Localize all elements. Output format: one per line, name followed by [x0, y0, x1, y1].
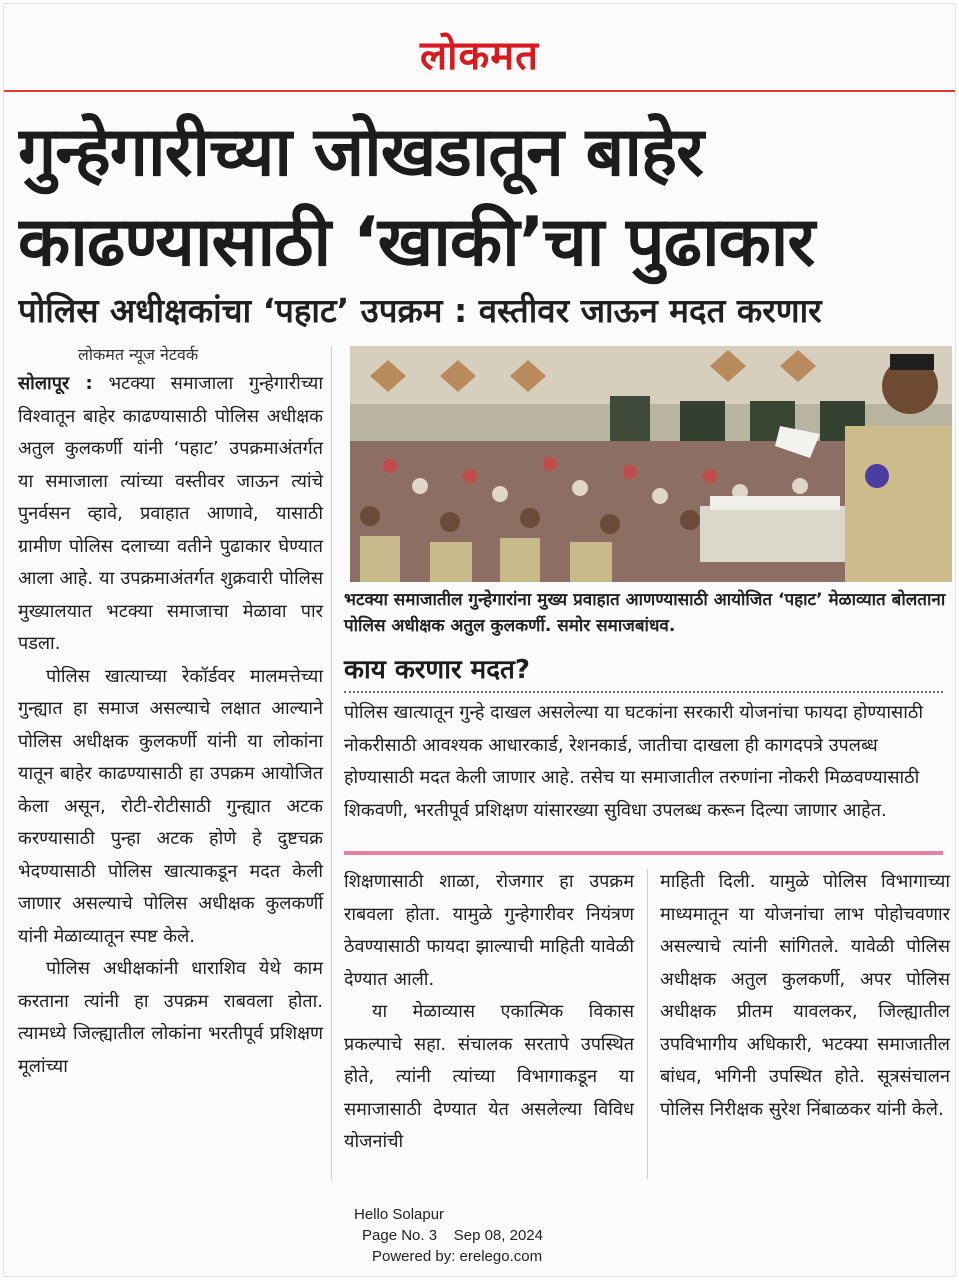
masthead: [4, 26, 955, 79]
article-body-left: [18, 368, 323, 1083]
article-paragraph-1: [18, 368, 323, 661]
headline-line-2: काढण्यासाठी ‘खाकी’चा पुढाकार: [18, 203, 815, 282]
headline: [18, 108, 941, 288]
sidebar-box-title: काय करणार मदत?: [344, 655, 530, 685]
article-column-middle: [344, 866, 634, 1159]
right-paragraph-1: माहिती दिली. यामुळे पोलिस विभागाच्या माध्यमातून या योजनांचा लाभ पोहोचवणार असल्याचे त्यांनी सांगितले. यावेळी पोलिस अधीक्षक अतुल कुलकर्णी, अपर पोलिस अधीक्षक प्रीतम यावलकर, जिल्ह्यातील उपविभागीय अधिकारी, भटक्या समाजातील बांधव, भगिनी उपस्थित होते. सूत्रसंचालन पोलिस निरीक्षक सुरेश निंबाळकर यांनी केले.: [660, 871, 950, 1120]
dateline: सोलापूर :: [18, 373, 93, 394]
middle-paragraph-1: शिक्षणासाठी शाळा, रोजगार हा उपक्रम राबवला होता. यामुळे गुन्हेगारीवर नियंत्रण ठेवण्यासाठी फायदा झाल्याची माहिती यावेळी देण्यात आली.: [344, 871, 634, 990]
column-divider-left: [331, 346, 332, 1181]
section-rule: [344, 851, 943, 855]
masthead-logo: लोकमत: [420, 32, 539, 79]
article-paragraph-3: पोलिस अधीक्षकांनी धाराशिव येथे काम करताना त्यांनी हा उपक्रम राबवला होता. त्यामध्ये जिल्ह्यातील लोकांना भरतीपूर्व प्रशिक्षण मूलांच्या: [18, 958, 323, 1077]
column-divider-right: [647, 869, 648, 1179]
middle-paragraph-2: या मेळाव्यास एकात्मिक विकास प्रकल्पाचे सहा. संचालक सरतापे उपस्थित होते, त्यांनी त्यांच्या विभागाकडून या समाजासाठी देण्यात येत असलेल्या विविध योजनांची: [344, 1001, 634, 1152]
article-paragraph-1-text: भटक्या समाजाला गुन्हेगारीच्या विश्वातून बाहेर काढण्यासाठी पोलिस अधीक्षक अतुल कुलकर्णी यांनी ‘पहाट’ उपक्रमाअंतर्गत या समाजाला त्यांच्या वस्तीवर जाऊन त्यांचे पुनर्वसन व्हावे, प्रवाहात आणावे, यासाठी ग्रामीण पोलिस दलाच्या वतीने पुढाकार घेण्यात आला आहे. या उपक्रमाअंतर्गत शुक्रवारी पोलिस मुख्यालयात भटक्या समाजाचा मेळावा पार पडला.: [18, 373, 323, 654]
footer-powered-by: Powered by: erelego.com: [372, 1248, 543, 1265]
photo-caption: भटक्या समाजातील गुन्हेगारांना मुख्य प्रवाहात आणण्यासाठी आयोजित ‘पहाट’ मेळाव्यात बोलताना पोलिस अधीक्षक अतुल कुलकर्णी. समोर समाजबांधव.: [344, 590, 946, 636]
newspaper-page: [4, 4, 955, 1276]
news-photo: [350, 346, 952, 582]
subheadline: पोलिस अधीक्षकांचा ‘पहाट’ उपक्रम : वस्तीवर जाऊन मदत करणार: [18, 291, 822, 330]
article-column-right: [660, 866, 950, 1126]
footer-page-date: Page No. 3 Sep 08, 2024: [362, 1227, 543, 1244]
footer-edition: Hello Solapur: [354, 1206, 445, 1223]
article-column-left: [18, 342, 323, 1083]
sidebar-box-text: पोलिस खात्यातून गुन्हे दाखल असलेल्या या घटकांना सरकारी योजनांचा फायदा होण्यासाठी नोकरीसाठी आवश्यक आधारकार्ड, रेशनकार्ड, जातीचा दाखला ही कागदपत्रे उपलब्ध होण्यासाठी मदत केली जाणार आहे. तसेच या समाजातील तरुणांना नोकरी मिळवण्यासाठी शिकवणी, भरतीपूर्व प्रशिक्षण यांसारख्या सुविधा उपलब्ध करून दिल्या जाणार आहेत.: [344, 702, 923, 821]
masthead-rule: [4, 90, 955, 92]
sidebar-box-rule: [344, 691, 943, 693]
article-paragraph-2: पोलिस खात्याच्या रेकॉर्डवर मालमत्तेच्या गुन्ह्यात हा समाज असल्याचे लक्षात आल्याने पोलिस अधीक्षक कुलकर्णी यांनी या लोकांना यातून बाहेर काढण्यासाठी हा उपक्रम आयोजित केला असून, रोटी-रोटीसाठी गुन्ह्यात अटक करण्यासाठी पुन्हा अटक होणे हे दुष्टचक्र भेदण्यासाठी पोलिस खात्याकडून मदत केली जाणार असल्याचे पोलिस अधीक्षक कुलकर्णी यांनी मेळाव्यातून स्पष्ट केले.: [18, 665, 323, 947]
headline-line-1: गुन्हेगारीच्या जोखडातून बाहेर: [18, 113, 703, 192]
page-footer: [334, 1204, 594, 1267]
byline: लोकमत न्यूज नेटवर्क: [78, 345, 199, 364]
